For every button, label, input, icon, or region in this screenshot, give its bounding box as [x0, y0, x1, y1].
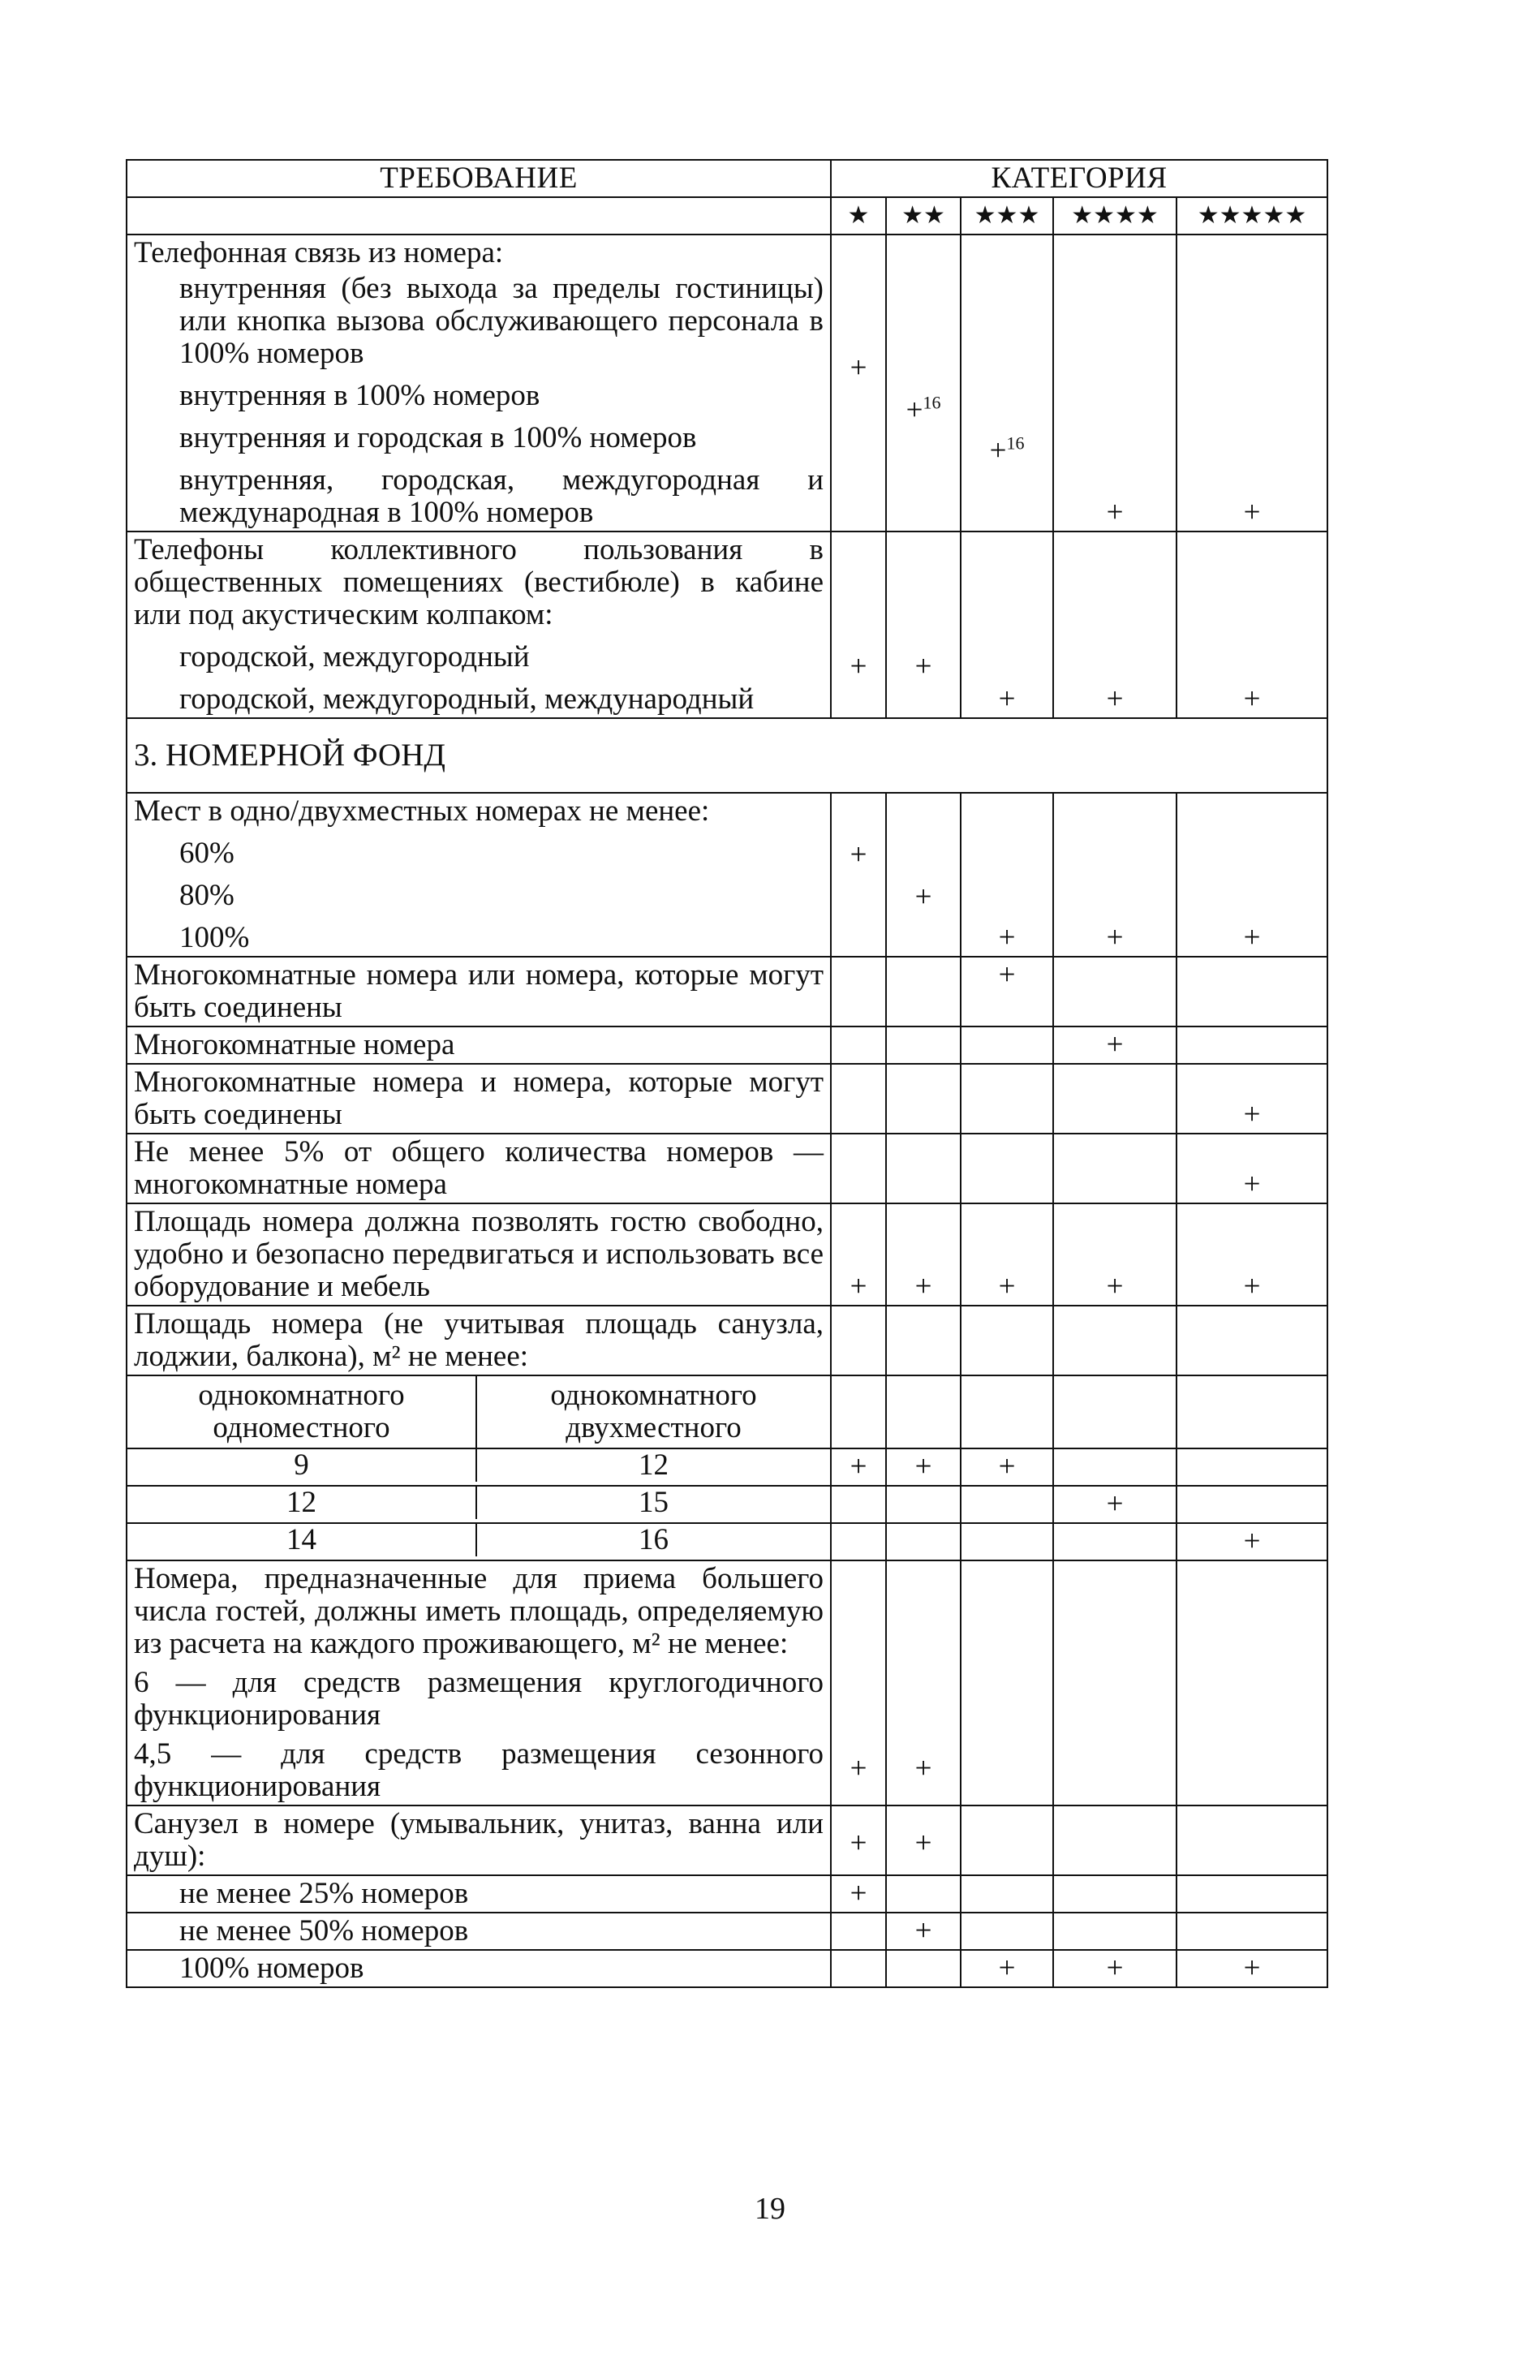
category-header: КАТЕГОРИЯ: [831, 160, 1327, 197]
multi-4-mark-5: +: [1177, 1134, 1327, 1203]
public-phones-city-long: городской, междугородный: [179, 640, 530, 674]
table-row-bathroom-50: [127, 1913, 1327, 1950]
multi-1-text: Многокомнатные номера или номера, которые могут быть соединены: [127, 957, 831, 1026]
plus-mark: +: [850, 838, 867, 872]
more-guests-mark-1: [831, 1560, 886, 1860]
phone-internal-button: внутренняя (без выхода за пределы гостиницы) или кнопка вызова обслуживающего персонала в 100% номеров: [179, 272, 824, 370]
plus-mark-footnote: +$^{16}$: [906, 392, 941, 427]
public-phones-city-long-intl: городской, междугородный, международный: [179, 682, 755, 716]
table-row-area-values: [127, 1486, 1327, 1523]
area-move-mark-1: +: [831, 1203, 886, 1306]
table-row-public-phones: [127, 532, 1327, 718]
places-100: 100%: [179, 921, 250, 954]
multi-3-text: Многокомнатные номера и номера, которые могут быть соединены: [127, 1064, 831, 1134]
phone-mark-1: [831, 235, 886, 532]
bathroom-100-mark-4: +: [1053, 1950, 1177, 1987]
table-row-area-move: [127, 1203, 1327, 1306]
phone-internal-100: внутренняя в 100% номеров: [179, 379, 540, 412]
area-r2-mark-4: +: [1053, 1486, 1177, 1523]
multi-1-mark-3: +: [961, 957, 1053, 1026]
places-title: Мест в одно/двухместных номерах не менее:: [134, 794, 710, 828]
phone-internal-city: внутренняя и городская в 100% номеров: [179, 421, 697, 454]
table-row-multi-4: [127, 1134, 1327, 1203]
area-move-mark-3: +: [961, 1203, 1053, 1306]
more-guests-mark-2: [886, 1560, 961, 1860]
table-row-section-3: [127, 718, 1327, 793]
area-subheader-cell: [127, 1375, 831, 1448]
plus-mark: +: [850, 650, 867, 683]
area-double-value: 16: [639, 1523, 669, 1556]
bathroom-50-mark-2: +: [886, 1913, 961, 1950]
public-mark-4: +: [1053, 532, 1177, 718]
stars-row: [127, 197, 1327, 235]
phone-mark-3: [961, 235, 1053, 532]
page-number: 19: [755, 2192, 785, 2226]
bathroom-100: 100% номеров: [127, 1950, 831, 1987]
star-3-icon: ★★★: [961, 197, 1053, 235]
requirements-table: [126, 159, 1328, 1988]
phone-cell: [127, 235, 831, 532]
places-mark-5: +: [1177, 793, 1327, 957]
area-double-value: 15: [639, 1486, 669, 1519]
places-mark-2: [886, 793, 961, 957]
area-single-value: 14: [127, 1524, 476, 1556]
area-single-value: 12: [127, 1487, 476, 1519]
public-phones-cell: [127, 532, 831, 718]
table-row-multi-1: [127, 957, 1327, 1026]
table-row-bathroom: [127, 1805, 1327, 1875]
plus-mark: +: [914, 1827, 932, 1860]
table-row-area-values: [127, 1448, 1327, 1486]
empty-cell: [127, 197, 831, 235]
more-guests-title: Номера, предназначенные для приема большего числа гостей, должны иметь площадь, определяемую из расчета на каждого проживающего, м² не менее:: [134, 1562, 824, 1660]
area-move-text: Площадь номера должна позволять гостю свободно, удобно и безопасно передвигаться и использовать все оборудование и мебель: [127, 1203, 831, 1306]
places-mark-1: [831, 793, 886, 957]
star-4-icon: ★★★★: [1053, 197, 1177, 235]
star-5-icon: ★★★★★: [1177, 197, 1327, 235]
public-mark-5: +: [1177, 532, 1327, 718]
bathroom-25-mark-1: +: [831, 1875, 886, 1913]
table-row-multi-2: [127, 1026, 1327, 1064]
area-move-mark-2: +: [886, 1203, 961, 1306]
requirement-header: ТРЕБОВАНИЕ: [127, 160, 831, 197]
more-guests-cell: [127, 1560, 831, 1805]
area-title-text: Площадь номера (не учитывая площадь санузла, лоджии, балкона), м² не менее:: [127, 1306, 831, 1375]
public-mark-3: +: [961, 532, 1053, 718]
area-move-mark-4: +: [1053, 1203, 1177, 1306]
phone-all-lines: внутренняя, городская, междугородная и международная в 100% номеров: [179, 463, 824, 529]
table-row-bathroom-25: [127, 1875, 1327, 1913]
public-mark-2: [886, 532, 961, 718]
section-3-title: 3. НОМЕРНОЙ ФОНД: [127, 718, 1327, 793]
plus-mark: +: [850, 351, 867, 385]
bathroom-title: Санузел в номере (умывальник, унитаз, ванна или душ):: [127, 1805, 831, 1875]
area-subheader-table: [127, 1376, 830, 1448]
star-1-icon: ★: [831, 197, 886, 235]
plus-mark-footnote: +$^{16}$: [989, 433, 1025, 467]
header-row: [127, 160, 1327, 197]
phone-mark-5: +: [1177, 235, 1327, 532]
phone-mark-4: +: [1053, 235, 1177, 532]
multi-2-text: Многокомнатные номера: [127, 1026, 831, 1064]
multi-2-mark-4: +: [1053, 1026, 1177, 1064]
more-guests-year-round: 6 — для средств размещения круглогодичного функционирования: [134, 1666, 824, 1732]
bathroom-100-mark-5: +: [1177, 1950, 1327, 1987]
area-r3-mark-5: +: [1177, 1523, 1327, 1560]
table-row-area-title: [127, 1306, 1327, 1375]
table-row-places: [127, 793, 1327, 957]
area-r1-mark-3: +: [961, 1448, 1053, 1486]
public-mark-1: [831, 532, 886, 718]
plus-mark: +: [914, 650, 932, 683]
multi-4-text: Не менее 5% от общего количества номеров — многокомнатные номера: [127, 1134, 831, 1203]
table-row-area-subheader: [127, 1375, 1327, 1448]
table-row-area-values: [127, 1523, 1327, 1560]
public-phones-title: Телефоны коллективного пользования в общественных помещениях (вестибюле) в кабине или под акустическим колпаком:: [134, 533, 824, 631]
area-col-double: однокомнатного двухместного: [550, 1379, 757, 1444]
plus-mark: +: [850, 1752, 867, 1785]
multi-3-mark-5: +: [1177, 1064, 1327, 1134]
plus-mark: +: [850, 1827, 867, 1860]
area-move-mark-5: +: [1177, 1203, 1327, 1306]
bathroom-100-mark-3: +: [961, 1950, 1053, 1987]
table-row-bathroom-100: [127, 1950, 1327, 1987]
plus-mark: +: [914, 1752, 932, 1785]
area-single-value: 9: [127, 1449, 476, 1482]
area-double-value: 12: [639, 1448, 669, 1482]
phone-mark-2: [886, 235, 961, 532]
plus-mark: +: [914, 880, 932, 914]
area-r1-mark-1: +: [831, 1448, 886, 1486]
table-row-more-guests: [127, 1560, 1327, 1805]
bathroom-25: не менее 25% номеров: [127, 1875, 831, 1913]
area-r1-mark-2: +: [886, 1448, 961, 1486]
phone-title: Телефонная связь из номера:: [134, 236, 504, 269]
more-guests-seasonal: 4,5 — для средств размещения сезонного функционирования: [134, 1737, 824, 1803]
bathroom-50: не менее 50% номеров: [127, 1913, 831, 1950]
star-2-icon: ★★: [886, 197, 961, 235]
table-row-phone: [127, 235, 1327, 532]
area-col-single: однокомнатного одноместного: [127, 1376, 476, 1448]
places-60: 60%: [179, 837, 234, 870]
places-mark-4: +: [1053, 793, 1177, 957]
places-mark-3: +: [961, 793, 1053, 957]
table-row-multi-3: [127, 1064, 1327, 1134]
places-cell: [127, 793, 831, 957]
places-80: 80%: [179, 879, 234, 912]
